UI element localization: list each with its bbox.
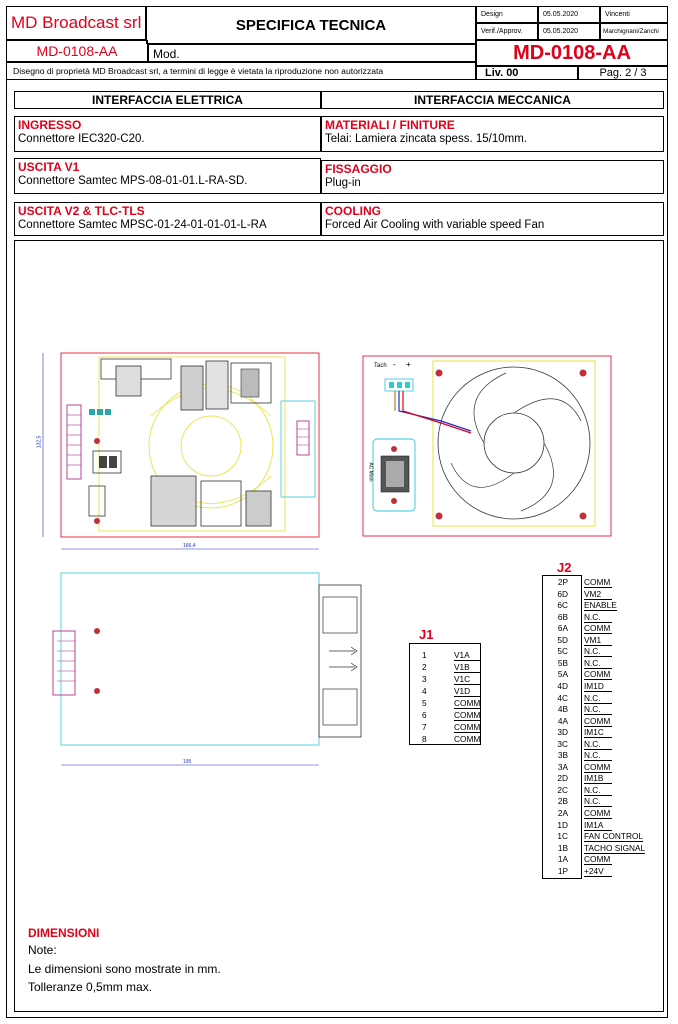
j2-row xyxy=(542,669,662,680)
j1-row xyxy=(410,710,510,722)
j1-title: J1 xyxy=(419,627,434,642)
j2-row xyxy=(542,612,662,623)
design-label: Design xyxy=(476,6,538,23)
j2-pin: 6C xyxy=(557,600,568,611)
fissaggio-title: FISSAGGIO xyxy=(325,162,392,176)
block-materiali xyxy=(321,116,664,152)
j2-pin: 3A xyxy=(557,761,568,772)
rear-view xyxy=(363,356,611,536)
j1-pin: 4 xyxy=(422,686,427,696)
page-number: Pag. 2 / 3 xyxy=(578,66,668,80)
j2-row xyxy=(542,773,662,784)
j1-table xyxy=(409,643,481,745)
j2-signal: N.C. xyxy=(584,739,612,750)
j2-row xyxy=(542,843,662,854)
j2-row xyxy=(542,785,662,796)
j1-pin: 1 xyxy=(422,650,427,660)
materiali-value: Telai: Lamiera zincata spess. 15/10mm. xyxy=(325,133,527,145)
j2-pin: 6D xyxy=(557,588,568,599)
materiali-title: MATERIALI / FINITURE xyxy=(325,118,455,132)
block-fissaggio xyxy=(321,160,664,194)
document-title: SPECIFICA TECNICA xyxy=(146,6,476,44)
section-electrical: INTERFACCIA ELETTRICA xyxy=(14,91,321,109)
dimensions-line-2: Tolleranze 0,5mm max. xyxy=(28,980,153,994)
j2-signal: N.C. xyxy=(584,612,612,623)
section-mechanical: INTERFACCIA MECCANICA xyxy=(321,91,664,109)
uscita-v1-title: USCITA V1 xyxy=(18,160,80,174)
j2-signal: ENABLE xyxy=(584,600,617,611)
j2-signal: IM1B xyxy=(584,773,612,784)
j2-signal: TACHO SIGNAL xyxy=(584,842,646,853)
j1-signal: COMM xyxy=(454,734,481,744)
block-uscita-v1 xyxy=(14,158,321,194)
document-code-right: MD-0108-AA xyxy=(476,40,668,66)
j2-signal: FAN CONTROL xyxy=(584,831,644,842)
cooling-value: Forced Air Cooling with variable speed Fan xyxy=(325,219,545,231)
top-view xyxy=(43,353,319,549)
dim-height-label: 132,5 xyxy=(36,435,43,449)
j1-pin: 8 xyxy=(422,734,427,744)
j2-pin: 1C xyxy=(557,831,568,842)
j2-row xyxy=(542,716,662,727)
j1-row xyxy=(410,662,510,674)
j2-pin: 1A xyxy=(557,854,568,865)
j2-row xyxy=(542,831,662,842)
approval-date: 05.05.2020 xyxy=(538,23,600,40)
j1-row xyxy=(410,674,510,686)
tach-label: Tach xyxy=(374,363,387,369)
j1-row xyxy=(410,722,510,734)
fissaggio-value: Plug-in xyxy=(325,177,361,189)
j2-signal: COMM xyxy=(584,854,611,865)
j2-signal: VM1 xyxy=(584,635,612,646)
j2-row xyxy=(542,589,662,600)
ownership-note: Disegno di proprietà MD Broadcast srl, a termini di legge è vietata la riproduzione non autorizzata xyxy=(6,62,476,80)
ingresso-title: INGRESSO xyxy=(18,118,82,132)
plus-label: + xyxy=(406,360,411,369)
j2-row xyxy=(542,600,662,611)
j1-row xyxy=(410,698,510,710)
j2-signal: N.C. xyxy=(584,646,612,657)
j1-signal: V1D xyxy=(454,686,480,697)
j2-row xyxy=(542,739,662,750)
mod-field: Mod. xyxy=(148,44,476,62)
j1-pin: 5 xyxy=(422,698,427,708)
j2-pin: 4D xyxy=(557,680,568,691)
j2-signal: COMM xyxy=(584,715,611,726)
j2-signal: VM2 xyxy=(584,589,612,600)
j1-pin: 7 xyxy=(422,722,427,732)
j1-signal: V1A xyxy=(454,650,480,661)
revision-level: Liv. 00 xyxy=(476,66,578,80)
j2-pin: 2C xyxy=(557,784,568,795)
uscita-v1-value: Connettore Samtec MPS-08-01-01.L-RA-SD. xyxy=(18,175,248,187)
cooling-title: COOLING xyxy=(325,204,381,218)
block-cooling xyxy=(321,202,664,236)
design-date: 05.05.2020 xyxy=(538,6,600,23)
j2-pin: 1B xyxy=(557,842,568,853)
j2-signal: COMM xyxy=(584,669,611,680)
j2-row xyxy=(542,727,662,738)
j1-signal: COMM xyxy=(454,698,481,708)
block-ingresso xyxy=(14,116,321,152)
j2-pin: 1D xyxy=(557,819,568,830)
side-view xyxy=(53,573,361,765)
j1-signal: V1B xyxy=(454,662,480,673)
minus-label: - xyxy=(393,360,396,369)
j1-pin: 3 xyxy=(422,674,427,684)
block-uscita-v2 xyxy=(14,202,321,236)
j2-pin: 5D xyxy=(557,634,568,645)
j2-row xyxy=(542,796,662,807)
j2-pin: 2P xyxy=(557,577,568,587)
j2-pin: 3B xyxy=(557,750,568,761)
ingresso-value: Connettore IEC320-C20. xyxy=(18,133,145,145)
j1-signal: COMM xyxy=(454,722,481,732)
j2-pin: 3C xyxy=(557,738,568,749)
document-code-left: MD-0108-AA xyxy=(6,40,148,62)
dim-depth-label: 195 xyxy=(183,759,192,765)
j2-row xyxy=(542,854,662,865)
j2-signal: N.C. xyxy=(584,704,612,715)
j2-pin: 4A xyxy=(557,715,568,726)
approval-name: Marchignani/Zanchi xyxy=(600,23,668,40)
j2-signal: N.C. xyxy=(584,658,612,669)
j2-row xyxy=(542,623,662,634)
j2-pin: 1P xyxy=(557,865,568,876)
uscita-v2-value: Connettore Samtec MPSC-01-24-01-01-01-L-RA xyxy=(18,219,267,231)
j2-row xyxy=(542,866,662,877)
j2-pin: 6B xyxy=(557,611,568,622)
j2-row xyxy=(542,762,662,773)
j2-row xyxy=(542,808,662,819)
j2-signal: N.C. xyxy=(584,796,612,807)
j2-signal: COMM xyxy=(584,623,611,634)
j2-pin: 5A xyxy=(557,669,568,680)
ac-main-label: AC Main xyxy=(367,462,374,482)
j2-row xyxy=(542,693,662,704)
j2-signal: IM1A xyxy=(584,820,612,831)
j2-row xyxy=(542,646,662,657)
j1-row xyxy=(410,734,510,746)
j2-pin: 3D xyxy=(557,727,568,738)
j2-row xyxy=(542,820,662,831)
dimensions-note: Note: xyxy=(28,943,57,957)
j2-pin: 2B xyxy=(557,796,568,807)
j2-signal: N.C. xyxy=(584,693,612,704)
j1-row xyxy=(410,650,510,662)
j2-pin: 5C xyxy=(557,646,568,657)
j2-signal: COMM xyxy=(584,808,611,818)
j2-signal: COMM xyxy=(584,761,611,772)
j2-signal: N.C. xyxy=(584,750,612,761)
j2-pin: 6A xyxy=(557,623,568,634)
approval-label: Verif./Approv. xyxy=(476,23,538,40)
j2-signal: COMM xyxy=(584,577,611,587)
dimensions-title: DIMENSIONI xyxy=(28,926,100,940)
j1-pin: 6 xyxy=(422,710,427,720)
drawing-area xyxy=(14,240,664,1012)
j2-signal: IM1C xyxy=(584,727,612,738)
j2-row xyxy=(542,658,662,669)
j2-row xyxy=(542,577,662,588)
dimensions-line-1: Le dimensioni sono mostrate in mm. xyxy=(28,962,221,976)
j2-pin: 2A xyxy=(557,808,568,818)
j2-pin: 4C xyxy=(557,692,568,703)
j2-title: J2 xyxy=(557,560,572,575)
j1-signal: V1C xyxy=(454,674,480,685)
j2-signal: +24V xyxy=(584,866,612,877)
j2-row xyxy=(542,681,662,692)
design-name: Vincenti xyxy=(600,6,668,23)
company-name: MD Broadcast srl xyxy=(6,6,146,40)
j2-pin: 4B xyxy=(557,704,568,715)
j2-row xyxy=(542,704,662,715)
j1-pin: 2 xyxy=(422,662,427,672)
j1-signal: COMM xyxy=(454,710,481,720)
j2-signal: IM1D xyxy=(584,681,612,692)
j2-pin: 5B xyxy=(557,657,568,668)
j2-row xyxy=(542,635,662,646)
j2-row xyxy=(542,750,662,761)
dim-width-label: 166,4 xyxy=(183,543,196,549)
j1-row xyxy=(410,686,510,698)
uscita-v2-title: USCITA V2 & TLC-TLS xyxy=(18,204,145,218)
j2-pin: 2D xyxy=(557,773,568,784)
j2-signal: N.C. xyxy=(584,785,612,796)
